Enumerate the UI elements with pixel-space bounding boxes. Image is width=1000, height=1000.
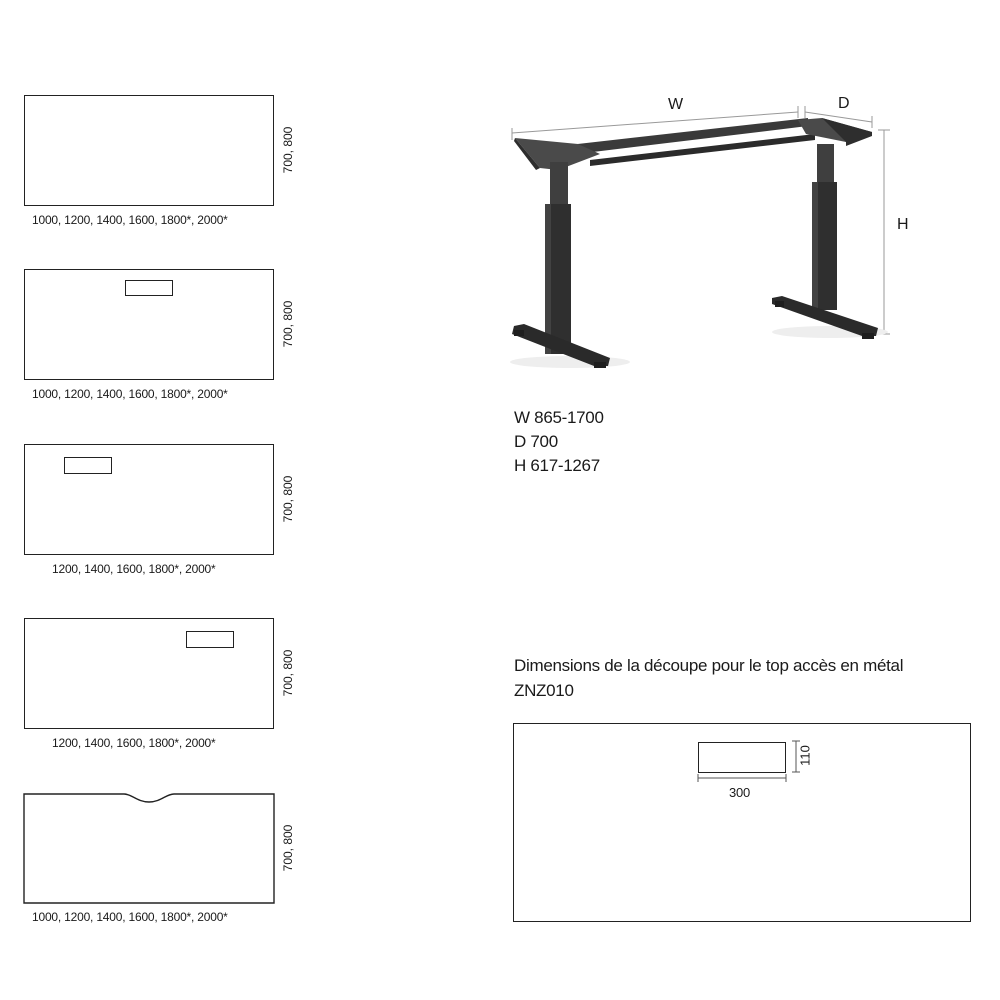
cutout-width-dimension: 300 xyxy=(729,785,751,800)
tabletop-depth-label: 700, 800 xyxy=(281,300,295,348)
tabletop-width-label: 1000, 1200, 1400, 1600, 1800*, 2000* xyxy=(32,213,228,227)
tabletop-left-cutout xyxy=(24,444,274,555)
cable-cutout xyxy=(186,631,234,648)
frame-depth-letter: D xyxy=(838,95,850,112)
width-dimension-line xyxy=(512,106,798,140)
cutout-height-dimension: 110 xyxy=(797,745,813,766)
cable-cutout xyxy=(64,457,112,474)
tabletop-depth-label: 700, 800 xyxy=(281,475,295,523)
tabletop-center-cutout xyxy=(24,269,274,380)
cutout-model-code: ZNZ010 xyxy=(514,681,574,700)
tabletop-width-label: 1200, 1400, 1600, 1800*, 2000* xyxy=(52,736,216,750)
tabletop-plain xyxy=(24,95,274,206)
cable-cutout xyxy=(125,280,173,296)
tabletop-depth-label: 700, 800 xyxy=(281,824,295,872)
frame-height-letter: H xyxy=(897,216,909,233)
spec-depth: D 700 xyxy=(514,432,558,451)
tabletop-width-label: 1000, 1200, 1400, 1600, 1800*, 2000* xyxy=(32,387,228,401)
desk-frame-illustration xyxy=(500,90,920,390)
frame-width-letter: W xyxy=(668,96,683,113)
tabletop-width-label: 1000, 1200, 1400, 1600, 1800*, 2000* xyxy=(32,910,228,924)
tabletop-depth-label: 700, 800 xyxy=(281,126,295,174)
height-dimension-line xyxy=(878,130,890,334)
tabletop-notch xyxy=(22,790,278,906)
cutout-heading: Dimensions de la découpe pour le top accès en métal xyxy=(514,656,904,675)
spec-width: W 865-1700 xyxy=(514,408,604,427)
tabletop-width-label: 1200, 1400, 1600, 1800*, 2000* xyxy=(52,562,216,576)
tabletop-right-cutout xyxy=(24,618,274,729)
spec-height: H 617-1267 xyxy=(514,456,600,475)
tabletop-depth-label: 700, 800 xyxy=(281,649,295,697)
